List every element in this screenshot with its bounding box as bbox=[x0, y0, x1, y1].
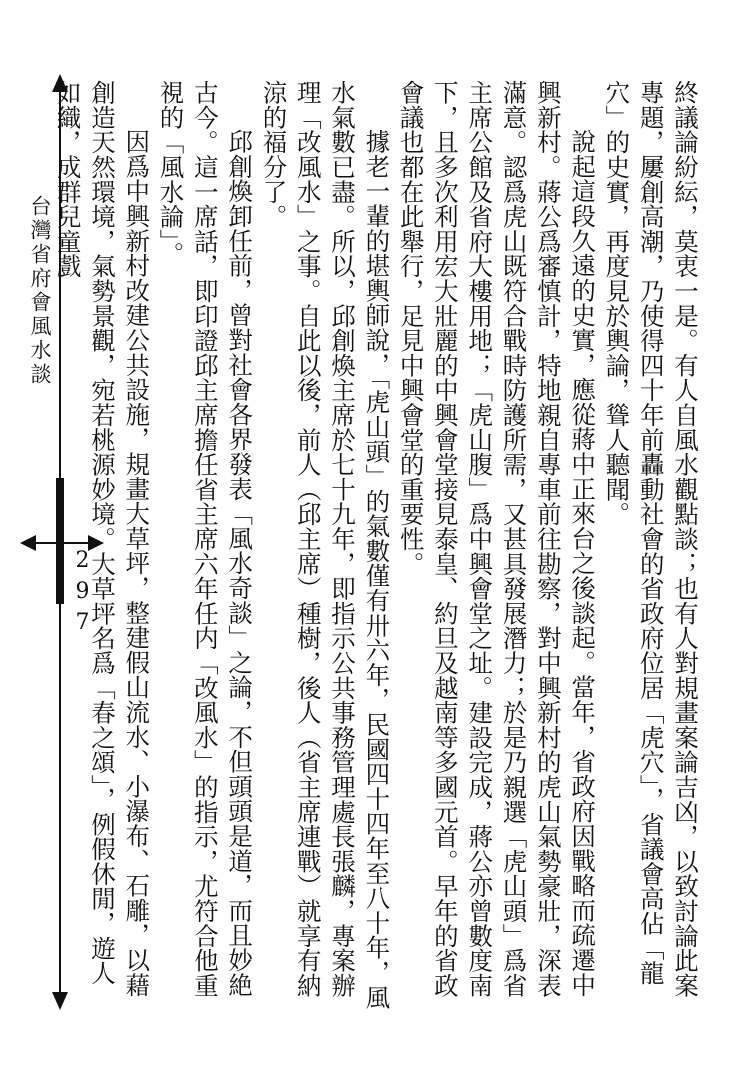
paragraph-2: 說起這段久遠的史實，應從蔣中正來台之後談起。當年，省政府因戰略而疏遷中興新村。蔣公爲審慎計，特地親自專車前往勘察，對中興新村的虎山氣勢豪壯，深表滿意。認爲虎山既符合戰時防護所需，又甚具發展潛力；於是乃親選「虎山頭」爲省主席公館及省府大樓用地；「虎山腹」爲中興會堂之址。建設完成，蔣公亦曾數度南下，且多次利用宏大壯麗的中興會堂接見泰皇、約旦及越南等多國元首。早年的省政會議也都在此舉行，足見中興會堂的重要性。 bbox=[396, 80, 598, 998]
margin-arrow-left-icon bbox=[20, 535, 36, 551]
paragraph-3: 據老一輩的堪輿師說，「虎山頭」的氣數僅有卅六年，民國四十四年至八十年，風水氣數已盡。所以，邱創煥主席於七十九年，即指示公共事務管理處長張麟，專案辦理「改風水」之事。自此以後，前人（邱主席）種樹，後人（省主席連戰）就享有納涼的福分了。 bbox=[259, 80, 392, 1010]
running-title: 台灣省府會風水談 bbox=[28, 195, 52, 387]
paragraph-4: 邱創煥卸任前，曾對社會各界發表「風水奇談」之論，不但頭頭是道，而且妙絶古今。這一席話，即印證邱主席擔任省主席六年任内「改風水」的指示，尤符合他重視的「風水論」。 bbox=[156, 80, 255, 998]
page-number: 297 bbox=[70, 548, 95, 641]
paragraph-5: 因爲中興新村改建公共設施，規畫大草坪，整建假山流水、小瀑布、石雕，以藉創造天然環境，氣勢景觀，宛若桃源妙境。大草坪名爲「春之頌」，例假休閒，遊人如織，成群兒童戲 bbox=[53, 80, 152, 997]
paragraph-1: 終議論紛紜，莫衷一是。有人自風水觀點談；也有人對規畫案論吉凶，以致討論此案專題，屢創高潮，乃使得四十年前轟動社會的省政府位居「虎穴」，省議會高佔「龍穴」的史實，再度見於輿論，聳人聽聞。 bbox=[602, 80, 700, 998]
